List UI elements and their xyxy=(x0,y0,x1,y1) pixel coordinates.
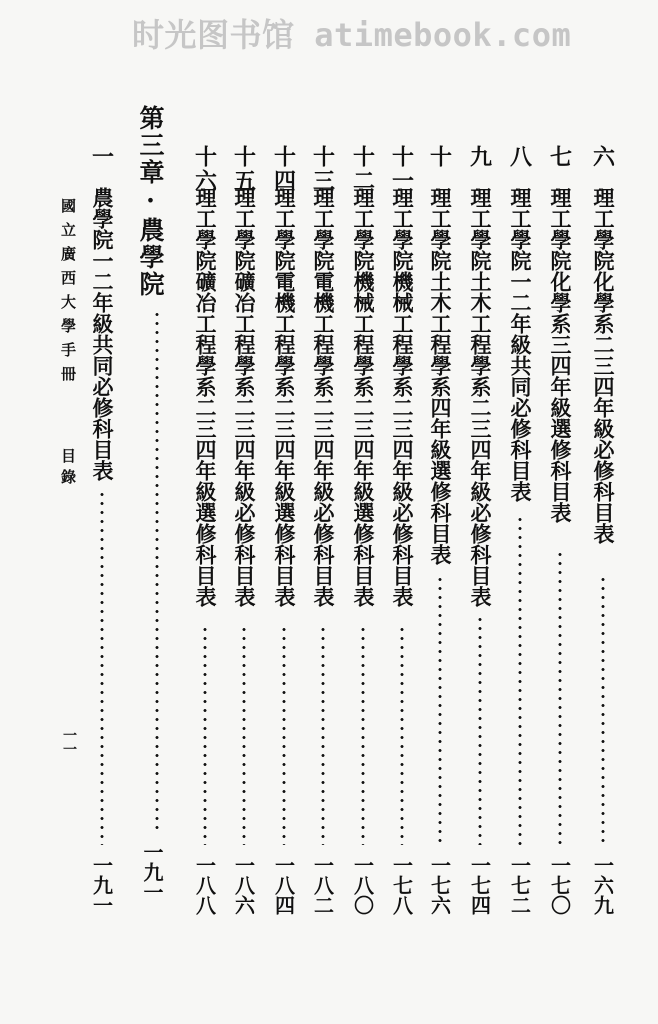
leader-dots xyxy=(400,625,404,845)
entry-page: 一七八 xyxy=(389,855,414,915)
toc-entry xyxy=(420,145,460,915)
leader-dots xyxy=(155,310,159,835)
entry-title: 理工學院機械工程學系二三四年級必修科目表 xyxy=(390,187,415,607)
leader-dots xyxy=(242,625,246,845)
chapter-heading xyxy=(138,105,163,298)
entry-number: 十六 xyxy=(191,145,218,193)
entry-number: 十 xyxy=(426,145,453,169)
leader-dots xyxy=(361,625,365,845)
entry-page: 一七四 xyxy=(467,855,492,915)
leader-dots xyxy=(282,625,286,845)
toc-entry xyxy=(382,145,422,915)
toc-entry xyxy=(303,145,343,915)
leader-dots xyxy=(518,515,522,845)
leader-dots xyxy=(601,575,605,845)
toc-entry xyxy=(343,145,383,915)
folio: 一一 xyxy=(61,728,77,756)
entry-title: 理工學院土木工程學系四年級選修科目表 xyxy=(428,187,453,565)
entry-number: 十一 xyxy=(388,145,415,193)
entry-number: 十三 xyxy=(309,145,336,193)
toc-entry xyxy=(185,145,225,915)
entry-number: 七 xyxy=(546,145,573,169)
entry-title: 農學院一二年級共同必修科目表 xyxy=(90,187,115,481)
toc-entry xyxy=(264,145,304,915)
leader-dots xyxy=(438,575,442,845)
chapter-label: 第三章 xyxy=(136,105,165,186)
entry-number: 六 xyxy=(589,145,616,169)
entry-number: 九 xyxy=(466,145,493,169)
toc-entry xyxy=(460,145,500,915)
entry-page: 一七〇 xyxy=(547,855,572,915)
leader-dots xyxy=(478,615,482,845)
entry-page: 一八八 xyxy=(192,855,217,915)
leader-dots xyxy=(100,490,104,845)
toc-entry xyxy=(500,145,540,915)
entry-page: 一六九 xyxy=(590,855,615,915)
running-head-section: 目錄 xyxy=(59,448,77,490)
chapter-page: 一九一 xyxy=(140,842,164,902)
entry-title: 理工學院化學系三四年級選修科目表 xyxy=(548,187,573,523)
chapter-title: 農學院 xyxy=(136,217,165,298)
entry-number: 十五 xyxy=(230,145,257,193)
entry-number: 一 xyxy=(88,145,115,169)
toc-entry xyxy=(82,145,122,915)
entry-page: 一七六 xyxy=(427,855,452,915)
chapter-separator: · xyxy=(136,186,165,217)
entry-number: 八 xyxy=(506,145,533,169)
entry-title: 理工學院機械工程學系二三四年級選修科目表 xyxy=(351,187,376,607)
entry-title: 理工學院電機工程學系二三四年級選修科目表 xyxy=(272,187,297,607)
toc-entry xyxy=(224,145,264,915)
entry-title: 理工學院電機工程學系二三四年級必修科目表 xyxy=(311,187,336,607)
entry-number: 十四 xyxy=(270,145,297,193)
running-head-title: 國立廣西大學手冊 xyxy=(59,198,77,390)
entry-title: 理工學院化學系二三四年級必修科目表 xyxy=(591,187,616,544)
entry-page: 一八〇 xyxy=(350,855,375,915)
toc-entry xyxy=(583,145,623,915)
entry-page: 一七二 xyxy=(507,855,532,915)
toc-entry xyxy=(540,145,580,915)
leader-dots xyxy=(558,550,562,845)
entry-page: 一九一 xyxy=(89,855,114,915)
entry-page: 一八六 xyxy=(231,855,256,915)
entry-title: 理工學院土木工程學系二三四年級必修科目表 xyxy=(468,187,493,607)
entry-title: 理工學院礦冶工程學系二三四年級必修科目表 xyxy=(232,187,257,607)
entry-page: 一八二 xyxy=(310,855,335,915)
watermark: 时光图书馆 atimebook.com xyxy=(132,16,572,54)
entry-title: 理工學院一二年級共同必修科目表 xyxy=(508,187,533,502)
entry-page: 一八四 xyxy=(271,855,296,915)
leader-dots xyxy=(321,625,325,845)
leader-dots xyxy=(203,625,207,845)
entry-title: 理工學院礦冶工程學系二三四年級選修科目表 xyxy=(193,187,218,607)
entry-number: 十二 xyxy=(349,145,376,193)
